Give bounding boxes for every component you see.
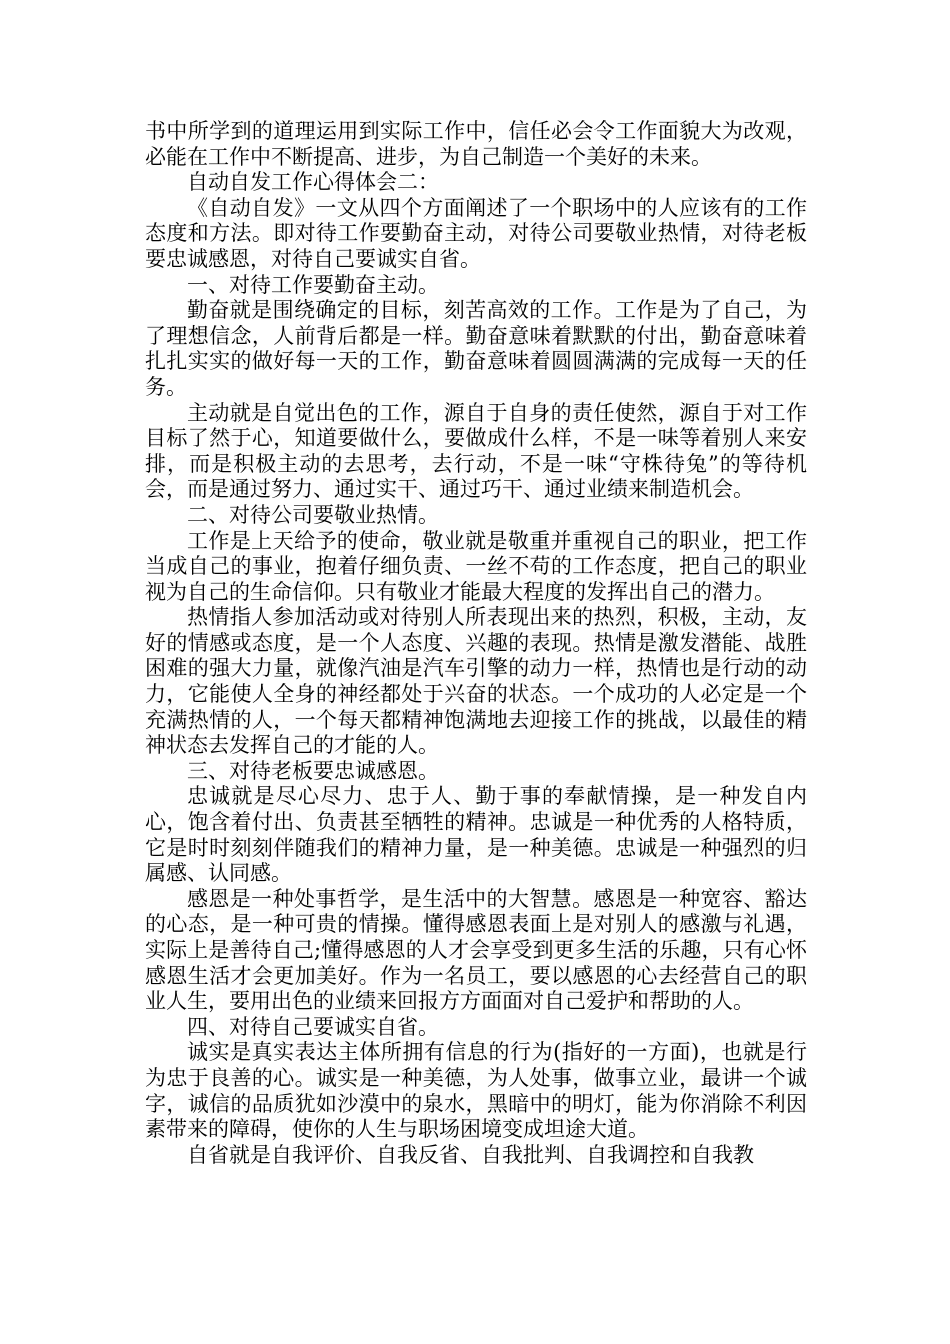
document-paragraph: 三、对待老板要忠诚感恩。: [187, 758, 439, 783]
document-paragraph: 感恩是一种处事哲学，是生活中的大智慧。感恩是一种宽容、豁达的心态，是一种可贵的情操。懂得感恩表面上是对别人的感激与礼遇，实际上是善待自己;懂得感恩的人才会享受到更多生活的乐趣，只有心怀感恩生活才会更加美好。作为一名员工，要以感恩的心去经营自己的职业人生，要用出色的业绩来回报方方面面对自己爱护和帮助的人。: [145, 886, 807, 1014]
document-paragraph: 忠诚就是尽心尽力、忠于人、勤于事的奉献情操，是一种发自内心，饱含着付出、负责甚至牺牲的精神。忠诚是一种优秀的人格特质，它是时时刻刻伴随我们的精神力量，是一种美德。忠诚是一种强烈的归属感、认同感。: [145, 784, 807, 886]
document-paragraph: 自省就是自我评价、自我反省、自我批判、自我调控和自我教: [187, 1142, 754, 1167]
document-paragraph: 书中所学到的道理运用到实际工作中，信任必会令工作面貌大为改观，必能在工作中不断提高、进步，为自己制造一个美好的未来。: [145, 119, 807, 169]
document-paragraph: 热情指人参加活动或对待别人所表现出来的热烈，积极，主动，友好的情感或态度，是一个人态度、兴趣的表现。热情是激发潜能、战胜困难的强大力量，就像汽油是汽车引擎的动力一样，热情也是行动的动力，它能使人全身的神经都处于兴奋的状态。一个成功的人必定是一个充满热情的人，一个每天都精神饱满地去迎接工作的挑战，以最佳的精神状态去发挥自己的才能的人。: [145, 605, 807, 758]
document-page: [145, 119, 807, 1168]
document-paragraph: 一、对待工作要勤奋主动。: [187, 272, 439, 297]
document-paragraph: 诚实是真实表达主体所拥有信息的行为(指好的一方面)，也就是行为忠于良善的心。诚实是一种美德，为人处事，做事立业，最讲一个诚字，诚信的品质犹如沙漠中的泉水，黑暗中的明灯，能为你消除不利因素带来的障碍，使你的人生与职场困境变成坦途大道。: [145, 1040, 807, 1142]
document-paragraph: 勤奋就是围绕确定的目标，刻苦高效的工作。工作是为了自己，为了理想信念，人前背后都是一样。勤奋意味着默默的付出，勤奋意味着扎扎实实的做好每一天的工作，勤奋意味着圆圆满满的完成每一天的任务。: [145, 298, 807, 399]
document-paragraph: 二、对待公司要敬业热情。: [187, 502, 439, 527]
document-paragraph: 《自动自发》一文从四个方面阐述了一个职场中的人应该有的工作态度和方法。即对待工作要勤奋主动，对待公司要敬业热情，对待老板要忠诚感恩，对待自己要诚实自省。: [145, 195, 807, 271]
document-paragraph: 自动自发工作心得体会二：: [187, 170, 439, 195]
document-paragraph: 主动就是自觉出色的工作，源自于自身的责任使然，源自于对工作目标了然于心，知道要做什么，要做成什么样，不是一味等着别人来安排，而是积极主动的去思考，去行动，不是一味“守株待兔”的等待机会，而是通过努力、通过实干、通过巧干、通过业绩来制造机会。: [145, 400, 807, 502]
document-paragraph: 工作是上天给予的使命，敬业就是敬重并重视自己的职业，把工作当成自己的事业，抱着仔细负责、一丝不苟的工作态度，把自己的职业视为自己的生命信仰。只有敬业才能最大程度的发挥出自己的潜力。: [145, 528, 807, 604]
document-paragraph: 四、对待自己要诚实自省。: [187, 1014, 439, 1039]
